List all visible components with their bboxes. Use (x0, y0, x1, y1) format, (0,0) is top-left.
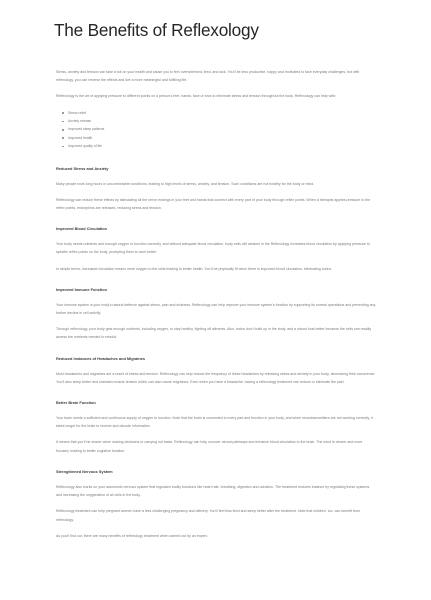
section-heading: Improved Blood Circulation (56, 226, 108, 232)
list-item: Improved health (68, 134, 376, 142)
section-paragraph: Reflexology can reduce these effects by stimulating all the nerve endings in your feet and hands that connect with every part of your body through reflex points. When a therapist applies pressure to the reflex points, endorphins are released, reducing stress and tension. (56, 197, 371, 211)
section-heading: Improved Immune Function (56, 286, 108, 292)
section-paragraph: Your brain needs a sufficient and continuous supply of oxygen to function. Note that the brain is connected to every part and function in your body, and when neurotransmitters are not working correctly, it takes longer for the brain to receive and decode information. (56, 416, 373, 429)
article-body (56, 68, 376, 540)
section-heading: Better Brain Function (56, 400, 96, 406)
list-item: Anxiety release (68, 117, 376, 125)
section-paragraph: Through reflexology, your body gets enough nutrients, including oxygen, to stay healthy, fighting off ailments. Also, toxins don't build up in the body, and a robust host better because the cells can readily access the nutrients needed to rebuild. (56, 327, 372, 340)
list-item: Stress relief (68, 109, 376, 117)
section-heading: Reduced Stress and Anxiety (56, 165, 109, 171)
section-paragraph: Your body needs nutrients and enough oxygen to function correctly, and without adequate blood circulation, body cells will weaken in the Reflexology increases blood circulation by applying pressure to specific reflex points on the body, prompting them to work better. (56, 242, 370, 255)
section-paragraph: It means that you'll be slower when making decisions or carrying out tasks. Reflexology can help uncover neural pathways and enhance blood circulation to the brain. The mind is clearer and more focused, leading to better cognitive function. (56, 440, 363, 453)
intro-paragraph: Reflexology is the art of applying pressure to different points on a person's feet, hands, face or ears to eliminate stress and tension throughout the body. Reflexology can help with: (56, 94, 336, 99)
list-item: Improved sleep patterns (68, 125, 376, 133)
page-title: The Benefits of Reflexology (54, 20, 259, 40)
section-paragraph: In simple terms, increased circulation means more oxygen to the cells leading to better health. You'll be physically fit when there is improved blood circulation, eliminating toxins. (56, 266, 333, 271)
section-paragraph: Reflexology also works on your autonomic nervous system that regulates bodily functions like heart rate, breathing, digestion and urination. The treatment restores balance by regulating these systems and increasing the oxygenation of all cells in the body. (56, 484, 370, 498)
intro-paragraph: Stress, anxiety and tension can take a toll on your health and cause you to feel overwhelmed, tired, and sick. You'll be less productive, happy and motivated to face everyday challenges, but with reflexology, you can reverse the effects and live a more meaningful and fulfilling life. (56, 70, 360, 83)
section-paragraph: As you'll find out, there are many benefits of reflexology treatment when carried out by an expert. (56, 533, 208, 538)
section-heading: Reduced Instances of Headaches and Migraines (56, 355, 146, 361)
section-paragraph: Most headaches and migraines are a result of stress and tension. Reflexology can help reduce the frequency of these headaches by releasing stress and anxiety in your body, decreasing their occurrence. You'll also sleep better and maintain muscle tension which can also cause migraines. Even when you have a headache, having a reflexology treatment can reduce or eliminate the pain. (56, 371, 376, 384)
section-paragraph: Many people work long hours in uncomfortable conditions, leading to high levels of stress, anxiety, and tension. Such conditions are not healthy for the body or mind. (56, 181, 315, 186)
benefits-list (56, 109, 376, 151)
list-item: Improved quality of life (68, 142, 376, 150)
section-heading: Strengthened Nervous System (56, 468, 113, 474)
section-paragraph: Reflexology treatment can help pregnant women have a less challenging pregnancy and delivery. You'll feel less tired and sleep better after the treatment. Note that children, too, can benefit from reflexology. (56, 509, 361, 522)
section-paragraph: Your immune system is your body's natural defence against stress, pain and sickness. Reflexology can help improve your immune system's function by supporting its normal operations and preventing any further decline in cell activity. (56, 302, 376, 316)
